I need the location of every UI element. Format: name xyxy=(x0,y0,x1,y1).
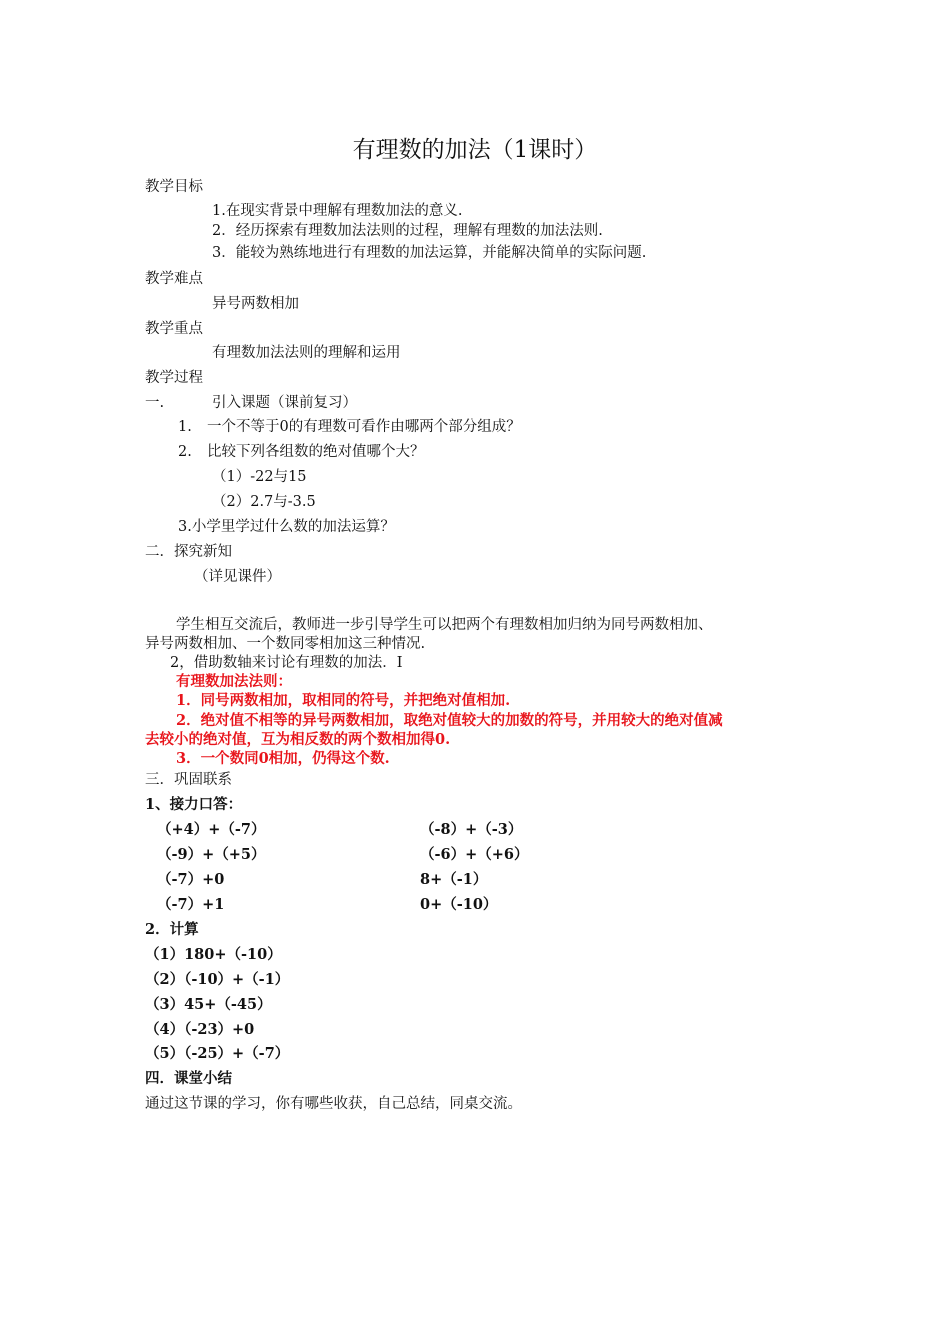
part1-title: 引入课题（课前复习） xyxy=(212,395,357,411)
process-heading: 教学过程 xyxy=(145,370,203,386)
rule-2-line1: 2．绝对值不相等的异号两数相加，取绝对值较大的加数的符号，并用较大的绝对值减 xyxy=(176,712,723,729)
difficulty-heading: 教学难点 xyxy=(145,271,203,287)
part3-heading: 三．巩固联系 xyxy=(145,772,232,788)
part2-paragraph-2: 2，借助数轴来讨论有理数的加法．I xyxy=(170,655,403,671)
q1-number: 1. xyxy=(178,419,192,435)
rule-3: 3．一个数同0相加，仍得这个数. xyxy=(176,750,390,767)
objectives-heading: 教学目标 xyxy=(145,179,203,195)
exercise2-item-2: （2）（-10）+（-1） xyxy=(145,971,290,988)
objective-2: 2．经历探索有理数加法法则的过程，理解有理数的加法法则. xyxy=(212,223,603,239)
exercise2-item-3: （3）45+（-45） xyxy=(145,996,272,1013)
exercise1-left-3: （-7）+0 xyxy=(157,871,225,888)
part2-paragraph-line2: 异号两数相加、一个数同零相加这三种情况. xyxy=(145,636,426,652)
objective-1: 1.在现实背景中理解有理数加法的意义. xyxy=(212,203,463,219)
exercise2-heading: 2．计算 xyxy=(145,921,199,938)
objective-3: 3．能较为熟练地进行有理数的加法运算，并能解决简单的实际问题. xyxy=(212,245,647,261)
part4-text: 通过这节课的学习，你有哪些收获，自己总结，同桌交流。 xyxy=(145,1096,522,1112)
key-points-heading: 教学重点 xyxy=(145,321,203,337)
exercise1-left-1: （+4）+（-7） xyxy=(157,821,266,838)
exercise2-item-5: （5）（-25）+（-7） xyxy=(145,1045,290,1062)
key-points-text: 有理数加法法则的理解和运用 xyxy=(212,345,401,361)
document-title: 有理数的加法（1课时） xyxy=(352,137,598,163)
rules-heading: 有理数加法法则： xyxy=(176,673,292,690)
q2-number: 2. xyxy=(178,444,192,460)
exercise1-right-2: （-6）+（+6） xyxy=(420,846,529,863)
exercise1-left-2: （-9）+（+5） xyxy=(157,846,266,863)
part4-heading: 四．课堂小结 xyxy=(145,1070,232,1087)
exercise1-heading: 1、接力口答： xyxy=(145,796,243,813)
rule-2-line2: 去较小的绝对值，互为相反数的两个数相加得0. xyxy=(145,731,451,748)
exercise1-right-3: 8+（-1） xyxy=(420,871,488,888)
exercise1-left-4: （-7）+1 xyxy=(157,896,225,913)
part2-note: （详见课件） xyxy=(194,569,281,585)
part2-heading: 二．探究新知 xyxy=(145,544,232,560)
q1-text: 一个不等于0的有理数可看作由哪两个部分组成？ xyxy=(207,419,521,435)
part1-number: 一. xyxy=(145,395,165,411)
q2-text: 比较下列各组数的绝对值哪个大？ xyxy=(207,444,425,460)
q3-text: 3.小学里学过什么数的加法运算？ xyxy=(178,519,395,535)
part2-paragraph-line1: 学生相互交流后，教师进一步引导学生可以把两个有理数相加归纳为同号两数相加、 xyxy=(176,617,713,633)
exercise1-right-4: 0+（-10） xyxy=(420,896,498,913)
q2-sub-1: （1）-22与15 xyxy=(212,469,307,485)
rule-1: 1．同号两数相加，取相同的符号，并把绝对值相加. xyxy=(176,692,511,709)
q2-sub-2: （2）2.7与-3.5 xyxy=(212,494,316,510)
exercise1-right-1: （-8）+（-3） xyxy=(420,821,523,838)
difficulty-text: 异号两数相加 xyxy=(212,296,299,312)
exercise2-item-4: （4）（-23）+0 xyxy=(145,1021,255,1038)
exercise2-item-1: （1）180+（-10） xyxy=(145,946,282,963)
